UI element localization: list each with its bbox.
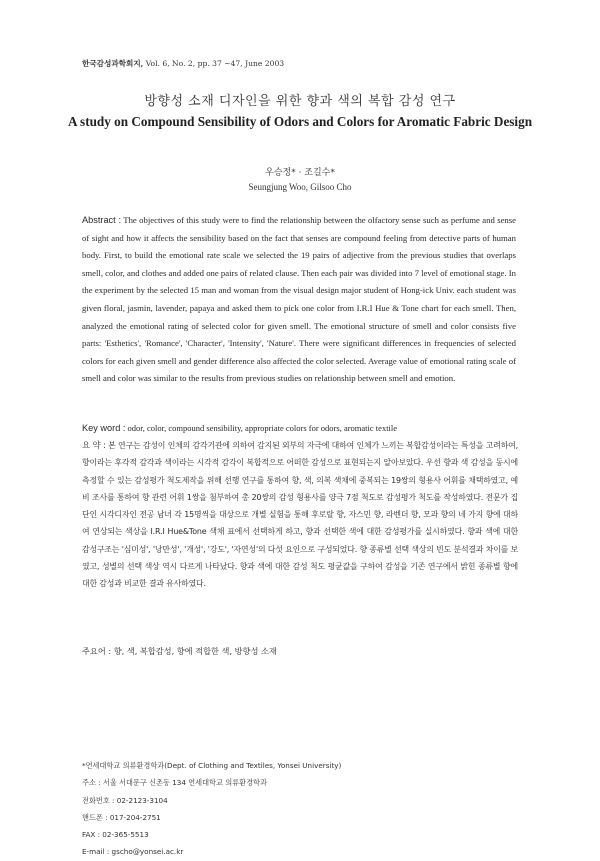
footnote-fax: FAX : 02-365-5513 [82, 830, 149, 840]
footnote-phone: 전화번호 : 02-2123-3104 [82, 795, 168, 805]
title-korean: 방향성 소재 디자인을 위한 향과 색의 복합 감성 연구 [144, 94, 456, 109]
abstract [82, 212, 516, 388]
footnote-email: E-mail : gscho@yonsei.ac.kr [82, 847, 184, 857]
summary-korean-text: 본 연구는 감성이 인체의 감각기관에 의하여 감지된 외부의 자극에 대하여 인체가 느끼는 복합감성이라는 특성을 고려하여, 향이라는 후각적 감각과 색이라는 시각적 감각이 복합적으로 어떠한 감성으로 표현되는지 알아보았다. 우선 향과 색 감성을 동시에 측정할 수 있는 감성평가 척도제작을 위해 선행 연구를 통하여 향, 색, 의복 색채에 중복되는 19쌍의 형용사 어휘를 채택하였고, 예비 조사를 통하여 향 관련 어휘 1쌍을 첨부하여 총 20쌍의 감성 형용사를 양극 7점 척도로 감성평가 척도를 작성하였다. 전문가 집단인 시각디자인 전공 남녀 각 15명씩을 대상으로 개별 실험을 통해 후로랄 향, 자스민 향, 라벤더 향, 모과 향의 네 가지 향에 대하여 연상되는 색상을 I.R.I Hue&Tone 색채 표에서 선택하게 하고, 향과 선택한 색에 대한 감성평가를 실시하였다. 향과 색에 대한 감성구조는 '심미성', '낭만성', '개성', '강도', '자연성'의 다섯 요인으로 구성되었다. 향 종류별 선택 색상의 빈도 분석결과 차이를 보였고, 성별의 선택 색상 역시 다르게 나타났다. 향과 색에 대한 감성 척도 평균값을 구하여 감성을 기존 연구에서 밝힌 종류별 향에 대한 감성과 비교한 결과 유사하였다. [82, 441, 518, 589]
keywords-korean [82, 646, 277, 657]
journal-name: 한국감성과학회지, [82, 59, 144, 68]
keywords-text: odor, color, compound sensibility, appropriate colors for odors, aromatic textile [127, 423, 398, 433]
authors-english: Seungjung Woo, Gilsoo Cho [248, 182, 352, 192]
keywords [82, 423, 516, 433]
keywords-korean-text: 향, 색, 복합감성, 향에 적합한 색, 방향성 소재 [113, 646, 277, 656]
authors-korean: 우승정* · 조길수* [265, 168, 335, 178]
abstract-label: Abstract : [82, 215, 122, 225]
footnote-mobile: 핸드폰 : 017-204-2751 [82, 812, 161, 822]
journal-reference [82, 58, 284, 69]
summary-korean-label: 요 약 : [82, 440, 106, 450]
footnote-address: 주소 : 서울 서대문구 신촌동 134 연세대학교 의류환경학과 [82, 778, 267, 788]
keywords-korean-label: 주요어 : [82, 646, 112, 656]
keywords-label: Key word : [82, 423, 126, 433]
journal-volume-info: Vol. 6, No. 2, pp. 37 ~47, June 2003 [145, 59, 285, 68]
abstract-text: The objectives of this study were to find the relationship between the olfactory sense such as perfume and sense of sight and how it affects the sensibility based on the fact that senses are compound feeling from detective parts of human body. First, to build the emotional rate scale we selected the 19 pairs of adjective from the previous studies that overlaps smell, color, and clothes and added one pairs of related clause. Then each pair was divided into 7 level of emotional stage. In the experiment by the selected 15 man and woman from the visual design major student of Hong-ick Univ. each student was given floral, jasmin, lavender, papaya and asked them to pick one color from I.R.I Hue & Tone chart for each smell. Then, analyzed the emotional rating of selected color for given smell. The emotional structure of smell and color consists five parts: 'Esthetics', 'Romance', 'Character', 'Intensity', 'Nature'. There were significant differences in frequencies of selected colors for each given smell and gender difference also affected the color selected. Average value of emotional rating scale of smell and color was similar to the results from previous studies on relationship between smell and emotion. [82, 215, 517, 384]
summary-korean [82, 437, 518, 593]
footnote-affiliation: *연세대학교 의류환경학과(Dept. of Clothing and Textiles, Yonsei University) [82, 761, 342, 770]
author-footnotes [82, 757, 522, 861]
title-english: A study on Compound Sensibility of Odors and Colors for Aromatic Fabric Design [67, 114, 533, 129]
